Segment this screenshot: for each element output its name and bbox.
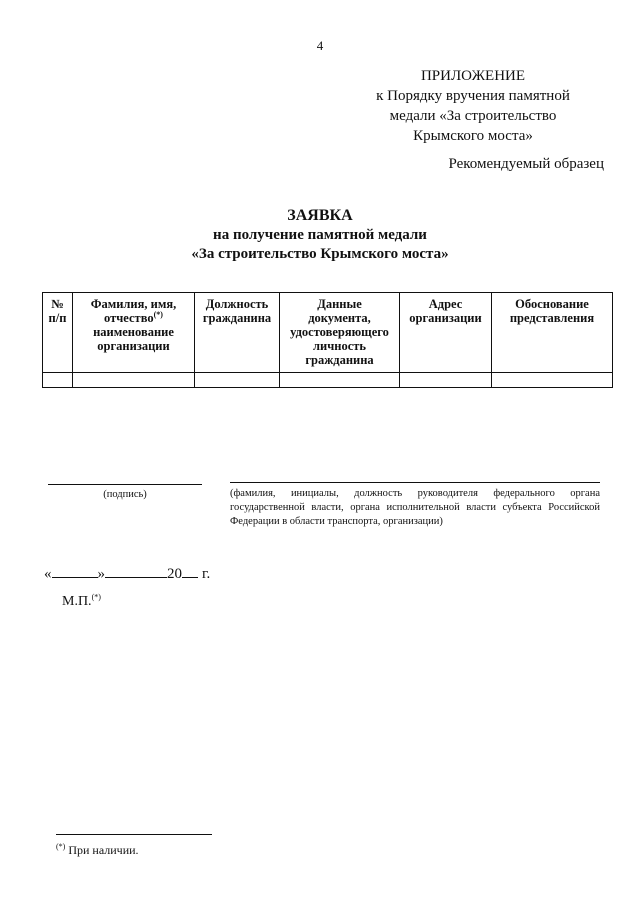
appendix-line: Крымского моста»: [413, 128, 533, 144]
column-header: [400, 293, 492, 373]
table-cell[interactable]: [400, 373, 492, 388]
footnote-mark: (*): [56, 842, 66, 851]
column-header: [43, 293, 73, 373]
stamp-sup: (*): [91, 592, 101, 602]
day-blank[interactable]: [52, 563, 98, 578]
year-prefix: 20: [167, 566, 182, 582]
column-header-line: [280, 339, 399, 353]
column-header-line: [492, 297, 612, 311]
table-cell[interactable]: [73, 373, 195, 388]
column-header-text: отчество: [104, 311, 154, 325]
column-header-line: [43, 311, 72, 325]
signature-line[interactable]: [48, 484, 202, 485]
column-header-text: наименование: [93, 325, 174, 339]
table-header-row: [43, 293, 613, 373]
table-cell[interactable]: [280, 373, 400, 388]
appendix-header: [360, 66, 586, 146]
appendix-line: медали «За строительство: [389, 108, 557, 124]
footnote-text: При наличии.: [68, 843, 139, 857]
column-header: [195, 293, 280, 373]
table-cell[interactable]: [195, 373, 280, 388]
column-header-text: п/п: [48, 311, 67, 325]
document-title: [0, 206, 640, 264]
signature-caption: (подпись): [103, 489, 147, 500]
column-header-line: [73, 311, 194, 325]
column-header-text: гражданина: [202, 311, 272, 325]
column-header: [492, 293, 613, 373]
application-table: [42, 292, 613, 388]
date-close-quote: »: [97, 566, 105, 582]
appendix-line: к Порядку вручения памятной: [376, 88, 570, 104]
table-row: [43, 373, 613, 388]
column-header-line: [73, 297, 194, 311]
column-header: [280, 293, 400, 373]
date-line: [44, 563, 210, 583]
column-header-text: Данные: [317, 297, 362, 311]
column-header-line: [492, 311, 612, 325]
column-header-sup: (*): [153, 309, 163, 319]
footnote-separator: [56, 834, 212, 835]
column-header-line: [43, 297, 72, 311]
title-main: ЗАЯВКА: [287, 207, 353, 224]
column-header-text: Фамилия, имя,: [90, 297, 177, 311]
column-header-line: [195, 297, 279, 311]
page-number: 4: [316, 38, 324, 53]
column-header-line: [195, 311, 279, 325]
column-header-text: №: [51, 297, 64, 311]
table-cell[interactable]: [43, 373, 73, 388]
column-header-line: [400, 297, 491, 311]
column-header-text: личность: [312, 339, 366, 353]
head-caption: (фамилия, инициалы, должность руководителя федерального органа государственной власти, органа исполнительной власти субъекта Российской Федерации в области транспорта, организации): [230, 488, 600, 527]
head-name-line[interactable]: [230, 482, 600, 483]
column-header-text: организации: [97, 339, 170, 353]
table-body: [43, 373, 613, 388]
stamp-label: [62, 594, 101, 610]
column-header-line: [280, 311, 399, 325]
month-blank[interactable]: [105, 563, 167, 578]
sample-label: Рекомендуемый образец: [448, 156, 604, 172]
column-header-line: [400, 311, 491, 325]
column-header-line: [73, 339, 194, 353]
column-header: [73, 293, 195, 373]
appendix-line: ПРИЛОЖЕНИЕ: [420, 68, 526, 84]
column-header-line: [280, 325, 399, 339]
column-header-text: документа,: [308, 311, 371, 325]
title-line: «За строительство Крымского моста»: [191, 246, 449, 262]
column-header-text: Адрес: [428, 297, 463, 311]
date-open-quote: «: [44, 566, 52, 582]
year-blank[interactable]: [182, 563, 198, 578]
title-line: на получение памятной медали: [213, 227, 427, 243]
column-header-text: гражданина: [305, 353, 374, 367]
year-suffix: г.: [202, 566, 211, 582]
column-header-text: Должность: [205, 297, 269, 311]
footnote: [56, 843, 139, 858]
column-header-line: [73, 325, 194, 339]
table-cell[interactable]: [492, 373, 613, 388]
column-header-line: [280, 353, 399, 367]
column-header-text: удостоверяющего: [290, 325, 389, 339]
column-header-text: организации: [409, 311, 482, 325]
column-header-line: [280, 297, 399, 311]
stamp-text: М.П.: [62, 594, 92, 609]
column-header-text: представления: [509, 311, 595, 325]
column-header-text: Обоснование: [515, 297, 589, 311]
